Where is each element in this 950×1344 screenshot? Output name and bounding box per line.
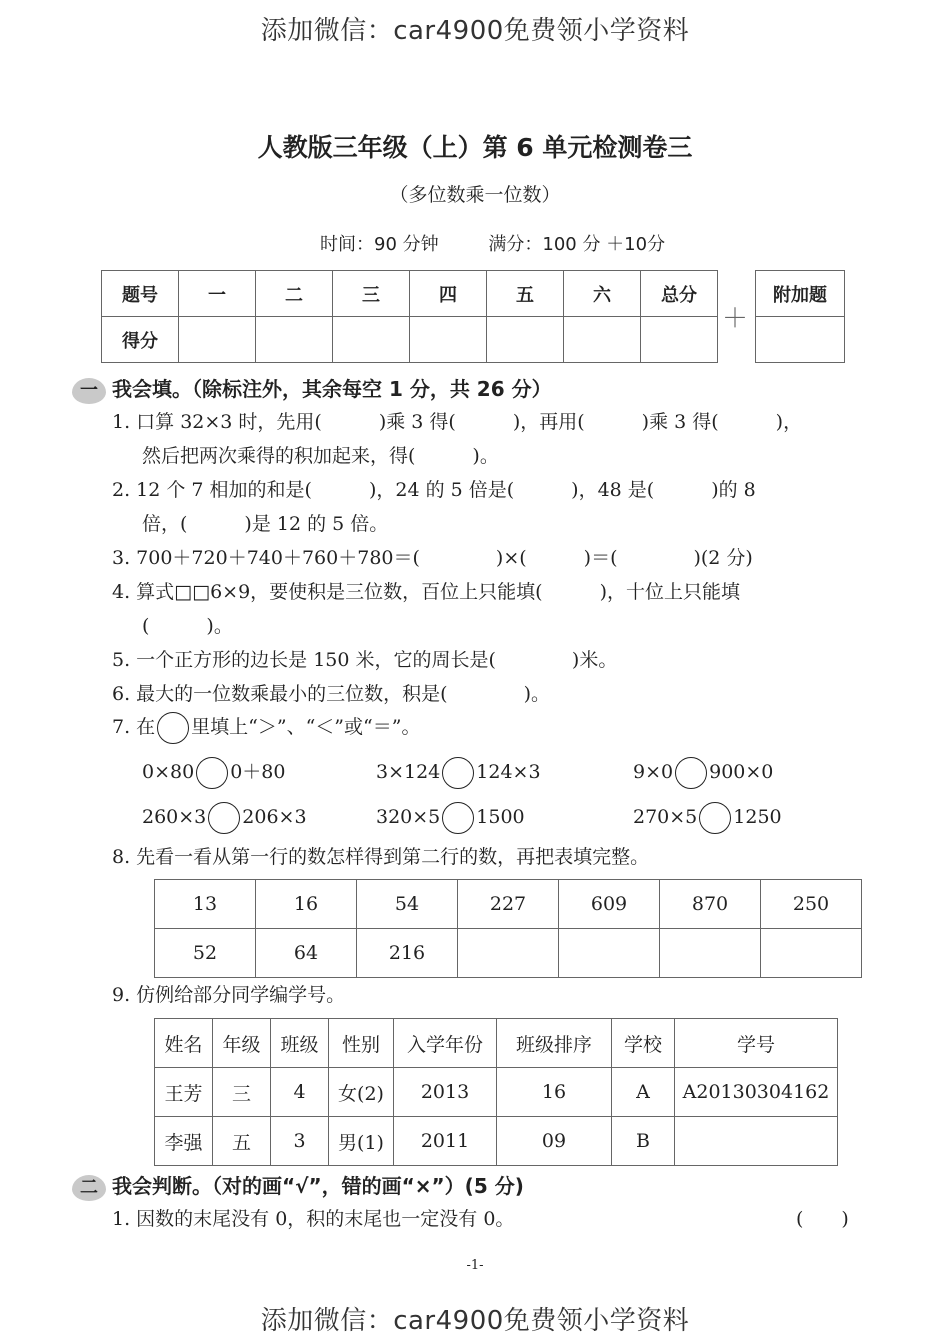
table-cell: 李强 <box>155 1117 213 1166</box>
table-cell: A <box>612 1068 675 1117</box>
table-cell: 64 <box>256 929 357 978</box>
score-cell[interactable] <box>179 317 256 363</box>
compare-left: 0×80 <box>142 761 195 783</box>
score-cell[interactable] <box>641 317 718 363</box>
table-cell: 609 <box>559 880 660 929</box>
compare-item <box>633 757 773 789</box>
table-cell: 2011 <box>394 1117 497 1166</box>
q7-suffix: 里填上“＞”、“＜”或“＝”。 <box>191 716 421 738</box>
table-cell: 3 <box>271 1117 329 1166</box>
compare-item <box>633 802 782 834</box>
score-cell[interactable] <box>487 317 564 363</box>
table-cell: 227 <box>458 880 559 929</box>
score-cell[interactable] <box>333 317 410 363</box>
answer-cell[interactable] <box>458 929 559 978</box>
table-cell: 216 <box>357 929 458 978</box>
score-cell[interactable] <box>410 317 487 363</box>
answer-cell[interactable] <box>559 929 660 978</box>
plus-sign: ＋ <box>722 304 749 334</box>
question-6: 6. 最大的一位数乘最小的三位数，积是( )。 <box>112 683 550 705</box>
q7-prefix: 7. 在 <box>112 716 156 738</box>
table-cell: 54 <box>357 880 458 929</box>
compare-left: 270×5 <box>633 806 698 828</box>
watermark-top: 添加微信：car4900免费领小学资料 <box>260 16 690 46</box>
answer-cell[interactable] <box>761 929 862 978</box>
table-header: 性别 <box>329 1019 394 1068</box>
student-id-table <box>154 1018 838 1166</box>
question-2-cont: 倍，( )是 12 的 5 倍。 <box>142 513 389 535</box>
compare-circle[interactable] <box>208 802 240 834</box>
compare-circle[interactable] <box>442 802 474 834</box>
table-header: 班级 <box>271 1019 329 1068</box>
compare-item <box>142 802 307 834</box>
compare-right: 206×3 <box>242 806 307 828</box>
table-cell: 男(1) <box>329 1117 394 1166</box>
question-2: 2. 12 个 7 相加的和是( )，24 的 5 倍是( )，48 是( )的 8 <box>112 479 756 501</box>
score-header-cell: 二 <box>256 271 333 317</box>
score-header-cell: 五 <box>487 271 564 317</box>
score-header-cell: 六 <box>564 271 641 317</box>
table-header: 年级 <box>213 1019 271 1068</box>
question-4: 4. 算式□□6×9，要使积是三位数，百位上只能填( )，十位上只能填 <box>112 581 740 603</box>
time-label: 时间：90 分钟 <box>320 234 439 255</box>
table-header: 姓名 <box>155 1019 213 1068</box>
compare-left: 3×124 <box>376 761 441 783</box>
score-label: 满分：100 分 ＋10分 <box>488 234 666 255</box>
score-row-label: 得分 <box>102 317 179 363</box>
compare-circle[interactable] <box>699 802 731 834</box>
judge-question-1: 1. 因数的末尾没有 0，积的末尾也一定没有 0。 <box>112 1208 515 1230</box>
section-one-heading <box>72 373 552 404</box>
page-number: -1- <box>466 1258 484 1273</box>
table-cell: 16 <box>497 1068 612 1117</box>
compare-right: 124×3 <box>476 761 541 783</box>
compare-left: 320×5 <box>376 806 441 828</box>
table-cell: 女(2) <box>329 1068 394 1117</box>
compare-right: 0＋80 <box>230 761 286 783</box>
table-cell: 2013 <box>394 1068 497 1117</box>
compare-item <box>376 757 541 789</box>
exam-info <box>320 230 665 256</box>
compare-right: 900×0 <box>709 761 774 783</box>
table-cell: 09 <box>497 1117 612 1166</box>
score-table <box>101 270 718 363</box>
extra-score-table <box>755 270 845 363</box>
section-badge: 一 <box>72 378 106 404</box>
compare-circle[interactable] <box>442 757 474 789</box>
table-cell: 4 <box>271 1068 329 1117</box>
table-header: 入学年份 <box>394 1019 497 1068</box>
table-cell: 250 <box>761 880 862 929</box>
table-cell: 王芳 <box>155 1068 213 1117</box>
judge-answer-blank[interactable]: ( ) <box>796 1208 849 1230</box>
extra-header: 附加题 <box>756 271 845 317</box>
score-header-cell: 总分 <box>641 271 718 317</box>
question-4-cont: ( )。 <box>142 615 233 637</box>
question-1: 1. 口算 32×3 时，先用( )乘 3 得( )，再用( )乘 3 得( )， <box>112 411 803 433</box>
score-header-cell: 四 <box>410 271 487 317</box>
compare-right: 1500 <box>476 806 525 828</box>
section-badge: 二 <box>72 1175 106 1201</box>
table-cell: B <box>612 1117 675 1166</box>
question-5: 5. 一个正方形的边长是 150 米，它的周长是( )米。 <box>112 649 618 671</box>
table-cell: 三 <box>213 1068 271 1117</box>
question-3: 3. 700＋720＋740＋760＋780＝( )×( )＝( )(2 分) <box>112 547 753 569</box>
compare-left: 9×0 <box>633 761 674 783</box>
compare-item <box>376 802 525 834</box>
answer-cell[interactable] <box>675 1117 838 1166</box>
question-8: 8. 先看一看从第一行的数怎样得到第二行的数，再把表填完整。 <box>112 846 650 868</box>
score-header-cell: 三 <box>333 271 410 317</box>
score-cell[interactable] <box>564 317 641 363</box>
question-list <box>112 405 872 711</box>
extra-score-cell[interactable] <box>756 317 845 363</box>
watermark-bottom: 添加微信：car4900免费领小学资料 <box>260 1306 690 1336</box>
answer-cell[interactable] <box>660 929 761 978</box>
compare-circle[interactable] <box>675 757 707 789</box>
section-title: 我会填。（除标注外，其余每空 1 分，共 26 分） <box>112 377 552 401</box>
score-cell[interactable] <box>256 317 333 363</box>
compare-circle-icon <box>157 712 189 744</box>
page-subtitle: （多位数乘一位数） <box>389 184 561 206</box>
compare-item <box>142 757 285 789</box>
score-header-cell: 题号 <box>102 271 179 317</box>
question-9: 9. 仿例给部分同学编学号。 <box>112 984 346 1006</box>
table-cell: A20130304162 <box>675 1068 838 1117</box>
question-1-cont: 然后把两次乘得的积加起来，得( )。 <box>142 445 499 467</box>
table-cell: 五 <box>213 1117 271 1166</box>
compare-circle[interactable] <box>196 757 228 789</box>
table-cell: 16 <box>256 880 357 929</box>
score-header-cell: 一 <box>179 271 256 317</box>
page-title: 人教版三年级（上）第 6 单元检测卷三 <box>257 133 693 162</box>
table-header: 班级排序 <box>497 1019 612 1068</box>
table-cell: 870 <box>660 880 761 929</box>
compare-right: 1250 <box>733 806 782 828</box>
pattern-table <box>154 879 862 978</box>
table-cell: 13 <box>155 880 256 929</box>
section-title: 我会判断。（对的画“√”，错的画“×”）(5 分) <box>112 1174 524 1198</box>
table-cell: 52 <box>155 929 256 978</box>
table-header: 学号 <box>675 1019 838 1068</box>
section-two-heading <box>72 1170 524 1201</box>
table-header: 学校 <box>612 1019 675 1068</box>
compare-left: 260×3 <box>142 806 207 828</box>
question-7 <box>112 710 420 744</box>
